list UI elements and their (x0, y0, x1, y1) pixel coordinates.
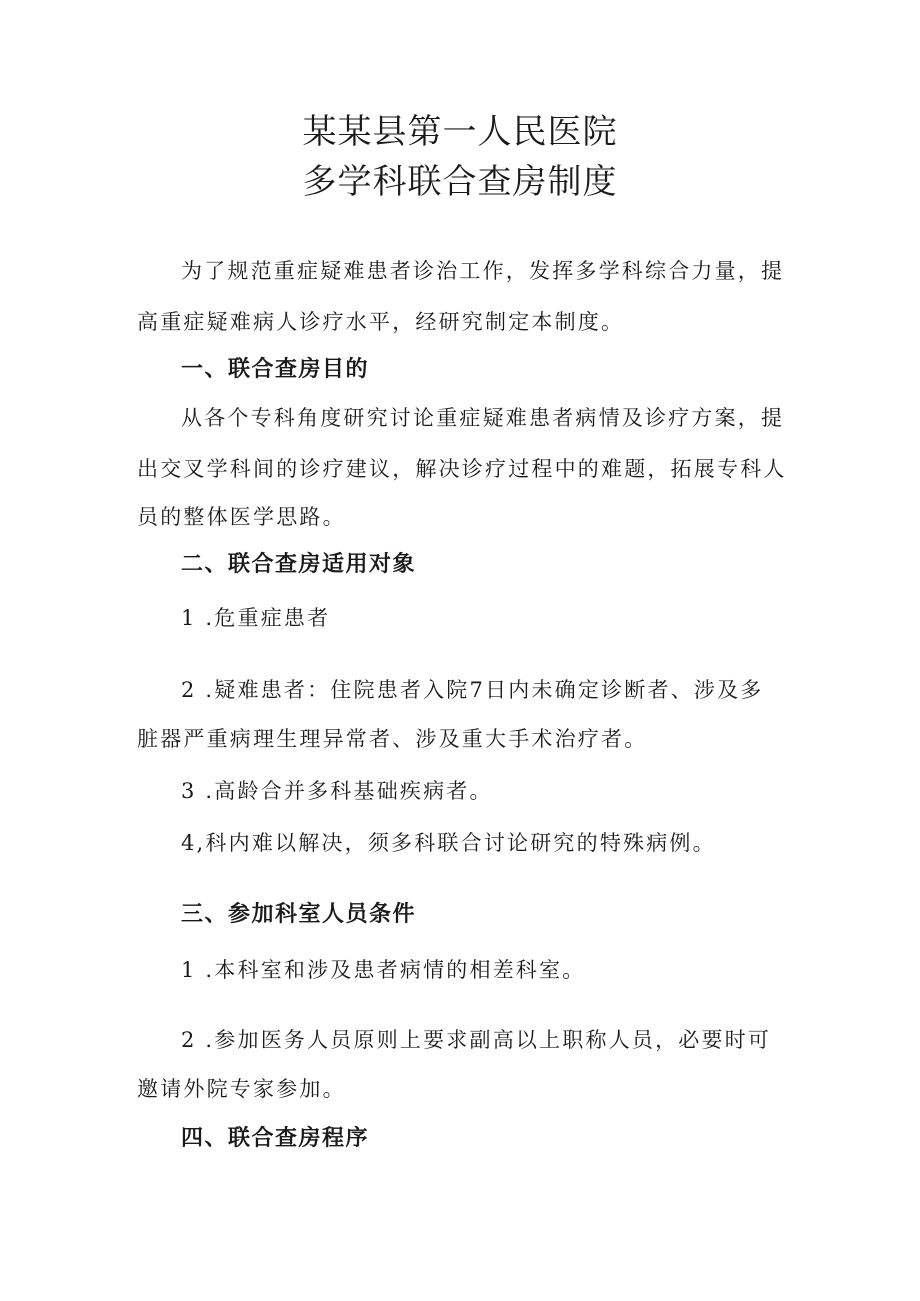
section1-line1: 从各个专科角度研究讨论重症疑难患者病情及诊疗方案，提 (181, 406, 785, 430)
section1-line3: 员的整体医学思路。 (137, 505, 346, 529)
section2-heading: 二、联合查房适用对象 (181, 552, 417, 577)
section1-line2: 出交叉学科间的诊疗建议，解决诊疗过程中的难题，拓展专科人 (137, 457, 787, 481)
section2-item2-line1: 2 .疑难患者：住院患者入院7日内未确定诊断者、涉及多 (181, 678, 764, 702)
section2-item2-line2: 脏器严重病理生理异常者、涉及重大手术治疗者。 (137, 727, 648, 751)
section4-heading: 四、联合查房程序 (181, 1126, 370, 1151)
section2-item1: 1 .危重症患者 (181, 606, 331, 630)
section3-item2-line1: 2 .参加医务人员原则上要求副高以上职称人员，必要时可 (181, 1028, 772, 1052)
section3-item1: 1 .本科室和涉及患者病情的相差科室。 (181, 958, 586, 982)
section3-item2-line2: 邀请外院专家参加。 (137, 1077, 346, 1101)
section2-item4: 4,科内难以解决，须多科联合讨论研究的特殊病例。 (181, 831, 716, 855)
section2-item3: 3 .高龄合并多科基础疾病者。 (181, 779, 493, 803)
section3-heading: 三、参加科室人员条件 (181, 902, 417, 927)
intro-line1: 为了规范重症疑难患者诊治工作，发挥多学科综合力量，提 (181, 259, 785, 283)
intro-line2: 高重症疑难病人诊疗水平，经研究制定本制度。 (137, 310, 625, 334)
section1-heading: 一、联合查房目的 (181, 357, 370, 382)
document-title-line2: 多学科联合查房制度 (302, 162, 618, 202)
document-title-line1: 某某县第一人民医院 (302, 112, 618, 152)
